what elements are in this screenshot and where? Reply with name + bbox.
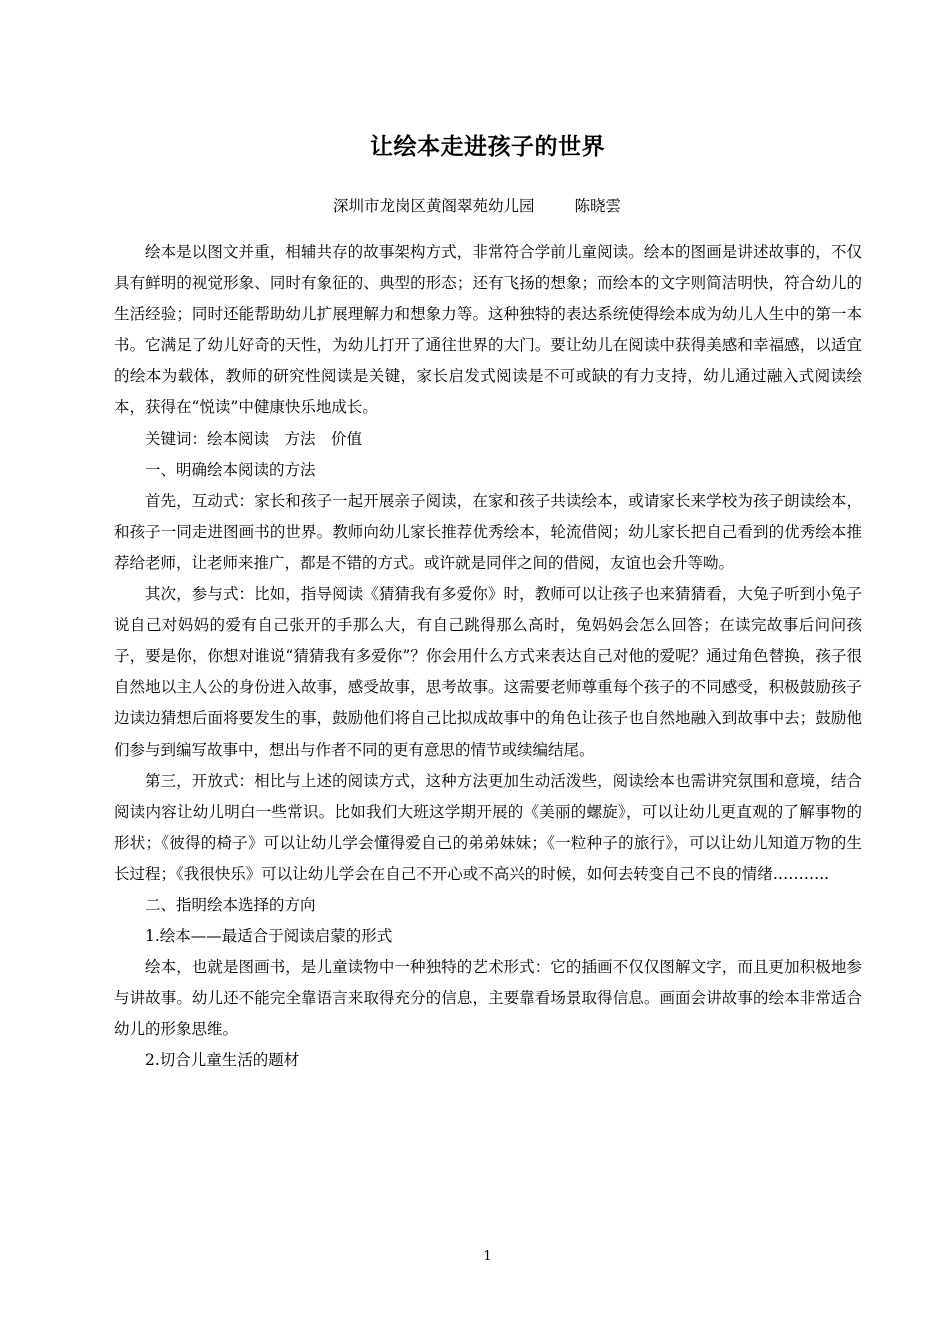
author-line xyxy=(333,194,621,216)
subsection-2-1-paragraph: 绘本，也就是图画书，是儿童读物中一种独特的艺术形式：它的插画不仅仅图解文字，而且更加积极地参与讲故事。幼儿还不能完全靠语言来取得充分的信息，主要靠看场景取得信息。画面会讲故事的绘本非常适合幼儿的形象思维。 xyxy=(114,958,862,1039)
section-1-paragraph-2: 其次，参与式：比如，指导阅读《猜猜我有多爱你》时，教师可以让孩子也来猜猜看，大兔子听到小兔子说自己对妈妈的爱有自己张开的手那么大，有自己跳得那么高时，兔妈妈会怎么回答；在读完故事后问问孩子，要是你，你想对谁说“猜猜我有多爱你”？你会用什么方式来表达自己对他的爱呢？通过角色替换，孩子很自然地以主人公的身份进入故事，感受故事，思考故事。这需要老师尊重每个孩子的不同感受，积极鼓励孩子边读边猜想后面将要发生的事，鼓励他们将自己比拟成故事中的角色让孩子也自然地融入到故事中去；鼓励他们参与到编写故事中，想出与作者不同的更有意思的情节或续编结尾。 xyxy=(114,585,862,759)
section-2-heading: 二、指明绘本选择的方向 xyxy=(145,895,316,914)
subsection-2-1-heading: 1.绘本——最适合于阅读启蒙的形式 xyxy=(145,927,393,946)
section-1-heading: 一、明确绘本阅读的方法 xyxy=(145,460,316,479)
section-1-paragraph-1: 首先，互动式：家长和孩子一起开展亲子阅读，在家和孩子共读绘本，或请家长来学校为孩子朗读绘本，和孩子一同走进图画书的世界。教师向幼儿家长推荐优秀绘本，轮流借阅；幼儿家长把自己看到的优秀绘本推荐给老师，让老师来推广，都是不错的方式。或许就是同伴之间的借阅，友谊也会升等呦。 xyxy=(114,491,862,572)
keywords-line: 关键词：绘本阅读 方法 价值 xyxy=(145,429,363,448)
document-body xyxy=(114,237,862,1077)
document-title: 让绘本走进孩子的世界 xyxy=(370,133,605,160)
page-number: 1 xyxy=(483,1249,492,1264)
abstract-paragraph: 绘本是以图文并重，相辅共存的故事架构方式，非常符合学前儿童阅读。绘本的图画是讲述故事的，不仅具有鲜明的视觉形象、同时有象征的、典型的形态；还有飞扬的想象；而绘本的文字则简洁明快，符合幼儿的生活经验；同时还能帮助幼儿扩展理解力和想象力等。这种独特的表达系统使得绘本成为幼儿人生中的第一本书。它满足了幼儿好奇的天性，为幼儿打开了通往世界的大门。要让幼儿在阅读中获得美感和幸福感，以适宜的绘本为载体，教师的研究性阅读是关键，家长启发式阅读是不可或缺的有力支持，幼儿通过融入式阅读绘本，获得在“悦读”中健康快乐地成长。 xyxy=(114,243,862,417)
subsection-2-2-heading: 2.切合儿童生活的题材 xyxy=(145,1051,300,1070)
author-affiliation: 深圳市龙岗区黄阁翠苑幼儿园 xyxy=(333,197,535,215)
author-name: 陈晓雲 xyxy=(574,197,622,215)
section-1-paragraph-3: 第三，开放式：相比与上述的阅读方式，这种方法更加生动活泼些，阅读绘本也需讲究氛围和意境，结合阅读内容让幼儿明白一些常识。比如我们大班这学期开展的《美丽的螺旋》，可以让幼儿更直观的了解事物的形状；《彼得的椅子》可以让幼儿学会懂得爱自己的弟弟妹妹；《一粒种子的旅行》，可以让幼儿知道万物的生长过程；《我很快乐》可以让幼儿学会在自己不开心或不高兴的时候，如何去转变自己不良的情绪……….. xyxy=(114,771,862,883)
